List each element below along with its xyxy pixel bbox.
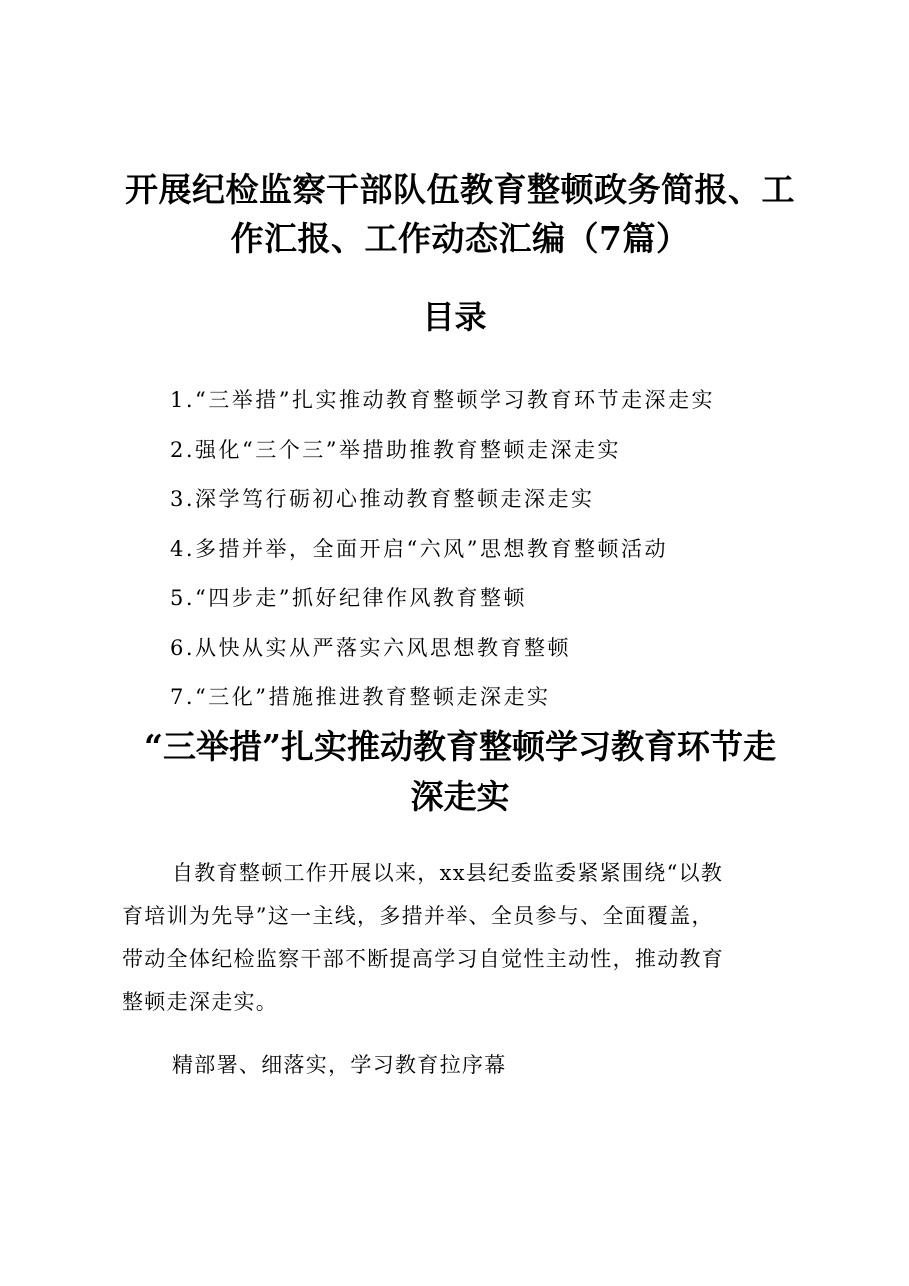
toc-item-7: 7.“三化”措施推进教育整顿走深走实	[170, 685, 551, 709]
table-of-contents	[170, 376, 715, 723]
paragraph-1-line-3: 带动全体纪检监察干部不断提高学习自觉性主动性，推动教育	[122, 947, 725, 971]
toc-item-4: 4.多措并举，全面开启“六风”思想教育整顿活动	[170, 536, 669, 561]
section-title-line-2: 深走实	[410, 777, 510, 816]
body-paragraph-2: 精部署、细落实，学习教育拉序幕	[172, 1053, 507, 1077]
toc-item-2: 2.强化“三个三”举措助推教育整顿走深走实	[170, 437, 622, 462]
document-title	[110, 165, 810, 263]
paragraph-1-line-1: 自教育整顿工作开展以来，xx县纪委监委紧紧围绕“以教	[172, 861, 724, 885]
paragraph-1-line-2: 育培训为先导”这一主线，多措并举、全员参与、全面覆盖，	[122, 904, 714, 928]
paragraph-1-line-4: 整顿走深走实。	[122, 990, 279, 1014]
toc-item-5: 5.“四步走”抓好纪律作风教育整顿	[170, 586, 528, 610]
body-paragraph-1	[122, 852, 798, 1024]
toc-item-1: 1.“三举措”扎实推动教育整顿学习教育环节走深走实	[170, 388, 716, 412]
section-title-line-1: “三举措”扎实推动教育整顿学习教育环节走	[144, 727, 776, 766]
toc-item-3: 3.深学笃行砺初心推动教育整顿走深走实	[170, 487, 595, 511]
section-title	[110, 722, 810, 822]
document-title-line-2: 作汇报、工作动态汇编（7篇）	[230, 219, 690, 258]
toc-heading: 目录	[422, 298, 487, 336]
document-title-line-1: 开展纪检监察干部队伍教育整顿政务简报、工	[125, 170, 795, 209]
toc-item-6: 6.从快从实从严落实六风思想教育整顿	[170, 635, 572, 660]
